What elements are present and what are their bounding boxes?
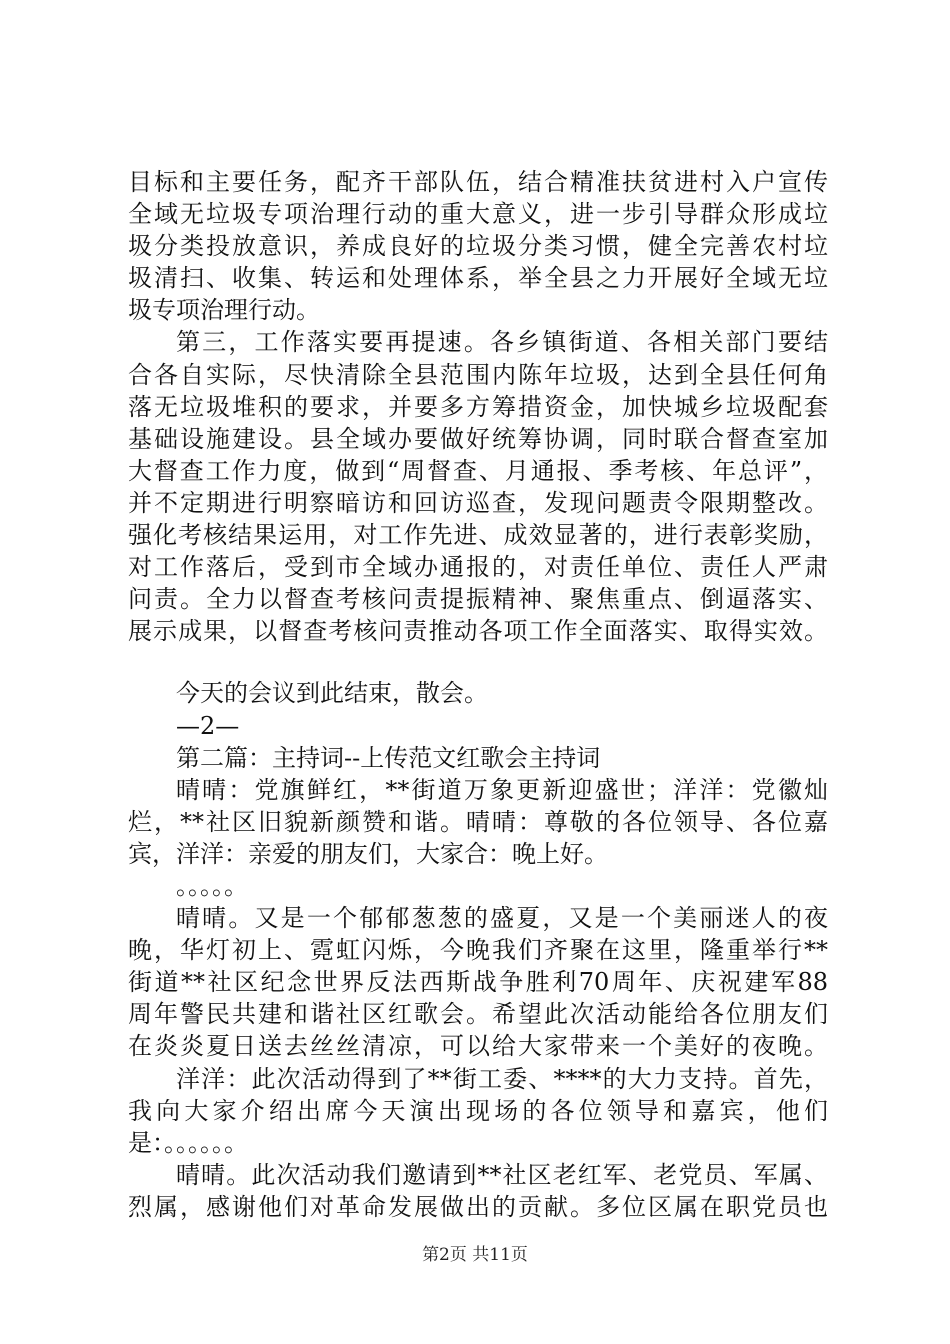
section-heading: 第二篇：主持词--上传范文红歌会主持词 [176, 743, 601, 772]
text-line: 问责。全力以督查考核问责提振精神、聚焦重点、倒逼落实、 [128, 585, 828, 614]
paragraph-start-line: 晴晴。又是一个郁郁葱葱的盛夏，又是一个美丽迷人的夜 [176, 904, 828, 933]
text-line: 基础设施建设。县全域办要做好统筹协调，同时联合督查室加 [128, 424, 828, 453]
text-line: 是：。。。。。。 [128, 1128, 248, 1157]
text-line: 晚，华灯初上、霓虹闪烁，今晚我们齐聚在这里，隆重举行** [128, 936, 828, 965]
page-number-marker: —2— [176, 711, 240, 740]
text-line: 大督查工作力度，做到“周督查、月通报、季考核、年总评”， [128, 456, 828, 485]
page-footer: 第2页 共11页 [422, 1245, 528, 1265]
text-line: 对工作落后，受到市全域办通报的，对责任单位、责任人严肃 [128, 553, 828, 582]
text-line: 合各自实际，尽快清除全县范围内陈年垃圾，达到全县任何角 [128, 360, 828, 389]
text-line: 目标和主要任务，配齐干部队伍，结合精准扶贫进村入户宣传 [128, 168, 828, 196]
paragraph-start-line: 洋洋：此次活动得到了**街工委、****的大力支持。首先， [176, 1064, 828, 1093]
text-line: 街道**社区纪念世界反法西斯战争胜利70周年、庆祝建军88 [128, 968, 828, 997]
text-line: 我向大家介绍出席今天演出现场的各位领导和嘉宾，他们 [128, 1096, 828, 1125]
text-line: 落无垃圾堆积的要求，并要多方筹措资金，加快城乡垃圾配套 [128, 392, 828, 421]
closing-line: 今天的会议到此结束，散会。 [176, 679, 488, 708]
text-line: 烈属，感谢他们对革命发展做出的贡献。多位区属在职党员也 [128, 1192, 828, 1221]
paragraph-start-line: 第三，工作落实要再提速。各乡镇街道、各相关部门要结 [176, 328, 828, 357]
text-line: 强化考核结果运用，对工作先进、成效显著的，进行表彰奖励， [128, 521, 828, 550]
text-line: 烂，**社区旧貌新颜赞和谐。晴晴：尊敬的各位领导、各位嘉 [128, 807, 828, 836]
ellipsis-line: 。。。。。 [176, 871, 248, 900]
paragraph-start-line: 晴晴。此次活动我们邀请到**社区老红军、老党员、军属、 [176, 1160, 828, 1189]
text-line: 周年警民共建和谐社区红歌会。希望此次活动能给各位朋友们 [128, 1000, 828, 1029]
text-line: 全域无垃圾专项治理行动的重大意义，进一步引导群众形成垃 [128, 200, 828, 229]
paragraph-start-line: 晴晴：党旗鲜红，**街道万象更新迎盛世；洋洋：党徽灿 [176, 775, 828, 804]
text-line: 并不定期进行明察暗访和回访巡查，发现问题责令限期整改。 [128, 488, 828, 517]
paragraph-gap [128, 647, 828, 677]
text-line: 展示成果，以督查考核问责推动各项工作全面落实、取得实效。 [128, 617, 828, 646]
text-line: 在炎炎夏日送去丝丝清凉，可以给大家带来一个美好的夜晚。 [128, 1032, 828, 1061]
text-line: 宾，洋洋：亲爱的朋友们，大家合：晚上好。 [128, 839, 608, 868]
document-body [128, 166, 828, 1223]
text-line: 圾清扫、收集、转运和处理体系，举全县之力开展好全域无垃 [128, 264, 828, 293]
text-line: 圾分类投放意识，养成良好的垃圾分类习惯，健全完善农村垃 [128, 232, 828, 261]
text-line: 圾专项治理行动。 [128, 296, 320, 325]
